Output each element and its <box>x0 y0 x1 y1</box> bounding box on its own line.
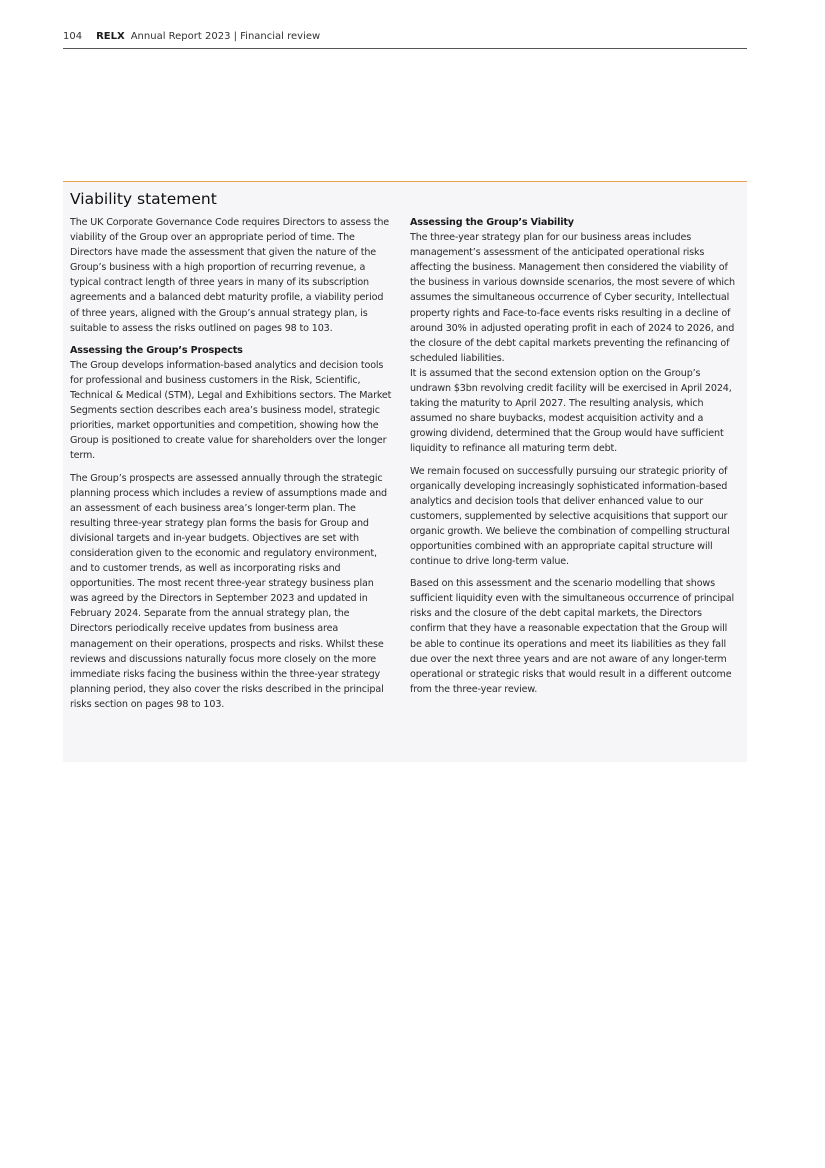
left-column <box>70 215 393 719</box>
intro-paragraph: The UK Corporate Governance Code requires Directors to assess the viability of the Group over an appropriate period of time. The Directors have made the assessment that given the nature of the Group’s business with a high proportion of recurring revenue, a typical contract length of three years in many of its subscription agreements and a balanced debt maturity profile, a viability period of three years, aligned with the Group’s annual strategy plan, is suitable to assess the risks outlined on pages 98 to 103. <box>70 217 390 334</box>
prospects-paragraph-2: The Group’s prospects are assessed annually through the strategic planning process which includes a review of assumptions made and an assessment of each business area’s longer-term plan. The resulting three-year strategy plan forms the basis for Group and divisional targets and in-year budgets. Objectives are set with consideration given to the economic and regulatory environment, and to customer trends, as well as incorporating risks and opportunities. The most recent three-year strategy business plan was agreed by the Directors in September 2023 and updated in February 2024. Separate from the annual strategy plan, the Directors periodically receive updates from business area management on their operations, prospects and risks. Whilst these reviews and discussions naturally focus more closely on the more immediate risks facing the business within the three-year strategy planning period, they also cover the risks described in the principal risks section on pages 98 to 103. <box>70 472 387 710</box>
viability-paragraph-1: The three-year strategy plan for our business areas includes management’s assessment of the anticipated operational risks affecting the business. Management then considered the viability of the business in various downside scenarios, the most severe of which assumes the simultaneous occurrence of Cyber security, Intellectual property rights and Face-to-face events risks resulting in a decline of around 30% in adjusted operating profit in each of 2024 to 2026, and the closure of the debt capital markets preventing the refinancing of scheduled liabilities. <box>410 232 735 364</box>
prospects-heading: Assessing the Group’s Prospects <box>70 344 243 356</box>
viability-statement-panel <box>63 181 747 762</box>
section-title: Annual Report 2023 | Financial review <box>130 31 321 42</box>
brand-name: RELX <box>96 31 125 42</box>
prospects-paragraph-1: The Group develops information-based analytics and decision tools for professional and business customers in the Risk, Scientific, Technical & Medical (STM), Legal and Exhibitions sectors. The Market Segments section describes each area’s business model, strategic priorities, market opportunities and competition, showing how the Group is positioned to create value for shareholders over the longer term. <box>70 359 392 462</box>
panel-title: Viability statement <box>70 190 217 208</box>
viability-paragraph-2: It is assumed that the second extension option on the Group’s undrawn $3bn revolving credit facility will be exercised in April 2024, taking the maturity to April 2027. The resulting analysis, which assumed no share buybacks, modest acquisition activity and a growing dividend, determined that the Group would have sufficient liquidity to refinance all maturing term debt. <box>410 367 732 455</box>
viability-paragraph-4: Based on this assessment and the scenario modelling that shows sufficient liquidity even with the simultaneous occurrence of principal risks and the closure of the debt capital markets, the Directors confirm that they have a reasonable expectation that the Group will be able to continue its operations and meet its liabilities as they fall due over the next three years and are not aware of any longer-term operational or strategic risks that would result in a different outcome from the three-year review. <box>410 578 735 695</box>
page-header <box>63 31 747 49</box>
viability-paragraph-3: We remain focused on successfully pursuing our strategic priority of organically developing increasingly sophisticated information-based analytics and decision tools that deliver enhanced value to our customers, supplemented by selective acquisitions that support our organic growth. We believe the combination of compelling structural opportunities combined with an appropriate capital structure will continue to drive long-term value. <box>410 465 730 568</box>
viability-heading: Assessing the Group’s Viability <box>410 217 574 228</box>
page-number: 104 <box>63 31 83 42</box>
right-column <box>410 215 735 704</box>
